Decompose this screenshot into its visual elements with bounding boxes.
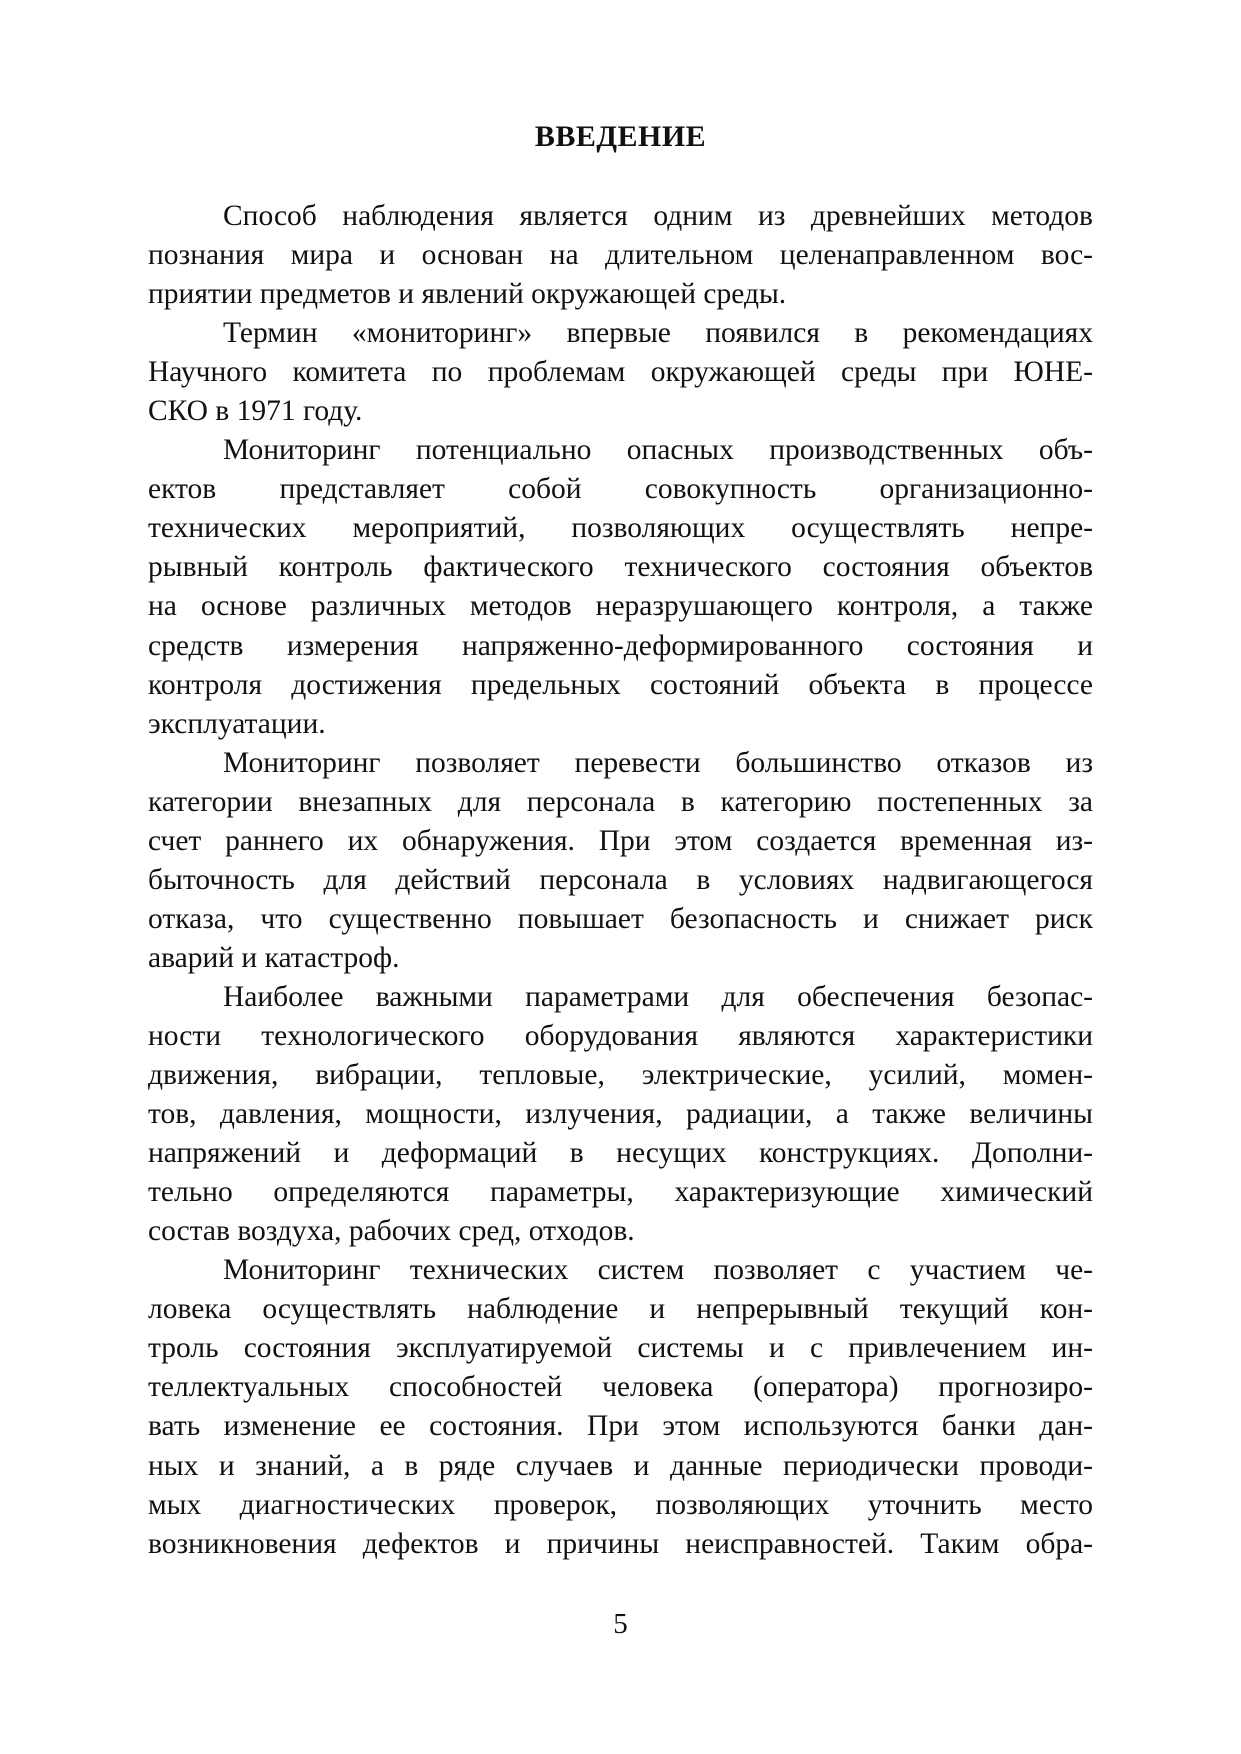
paragraph-4-line-4: быточность для действий персонала в условиях надвигающегося (148, 863, 1093, 896)
page-number: 5 (613, 1608, 628, 1640)
paragraph-4-line-2: категории внезапных для персонала в категорию постепенных за (148, 785, 1093, 818)
paragraph-2-line-1: Термин «мониторинг» впервые появился в рекомендациях (223, 317, 1093, 350)
paragraph-3-line-6: средств измерения напряженно-деформированного состояния и (148, 629, 1093, 662)
paragraph-3-line-1: Мониторинг потенциально опасных производственных объ- (223, 434, 1093, 467)
paragraph-3-line-8: эксплуатации. (148, 707, 326, 740)
paragraph-6-line-2: ловека осуществлять наблюдение и непрерывный текущий кон- (148, 1293, 1093, 1326)
paragraph-4-line-1: Мониторинг позволяет перевести большинство отказов из (223, 746, 1093, 779)
paragraph-6-line-6: ных и знаний, а в ряде случаев и данные периодически проводи- (148, 1449, 1093, 1482)
paragraph-3-line-7: контроля достижения предельных состояний объекта в процессе (148, 668, 1093, 701)
paragraph-1-line-3: приятии предметов и явлений окружающей среды. (148, 278, 787, 311)
paragraph-3-line-4: рывный контроль фактического технического состояния объектов (148, 551, 1093, 584)
paragraph-5-line-7: состав воздуха, рабочих сред, отходов. (148, 1215, 635, 1248)
paragraph-5-line-2: ности технологического оборудования являются характеристики (148, 1019, 1093, 1052)
paragraph-3-line-5: на основе различных методов неразрушающего контроля, а также (148, 590, 1093, 623)
paragraph-5-line-6: тельно определяются параметры, характеризующие химический (148, 1176, 1093, 1209)
body-text (148, 197, 1093, 1564)
page-title: ВВЕДЕНИЕ (534, 120, 707, 153)
paragraph-5-line-1: Наиболее важными параметрами для обеспечения безопас- (223, 980, 1093, 1013)
paragraph-6-line-8: возникновения дефектов и причины неисправностей. Таким обра- (148, 1527, 1093, 1560)
paragraph-4-line-6: аварий и катастроф. (148, 941, 400, 974)
paragraph-4-line-3: счет раннего их обнаружения. При этом создается временная из- (148, 824, 1093, 857)
paragraph-3-line-2: ектов представляет собой совокупность организационно- (148, 473, 1093, 506)
paragraph-6-line-7: мых диагностических проверок, позволяющих уточнить место (148, 1488, 1093, 1521)
paragraph-2-line-3: СКО в 1971 году. (148, 395, 363, 428)
paragraph-6-line-5: вать изменение ее состояния. При этом используются банки дан- (148, 1410, 1093, 1443)
paragraph-3-line-3: технических мероприятий, позволяющих осуществлять непре- (148, 512, 1093, 545)
paragraph-6-line-3: троль состояния эксплуатируемой системы и с привлечением ин- (148, 1332, 1093, 1365)
paragraph-1-line-1: Способ наблюдения является одним из древнейших методов (223, 200, 1093, 232)
paragraph-4-line-5: отказа, что существенно повышает безопасность и снижает риск (148, 902, 1093, 935)
paragraph-2-line-2: Научного комитета по проблемам окружающей среды при ЮНЕ- (148, 356, 1093, 389)
paragraph-5-line-5: напряжений и деформаций в несущих конструкциях. Дополни- (148, 1137, 1093, 1170)
paragraph-1-line-2: познания мира и основан на длительном целенаправленном вос- (148, 239, 1093, 272)
paragraph-6-line-1: Мониторинг технических систем позволяет с участием че- (223, 1254, 1093, 1287)
paragraph-5-line-3: движения, вибрации, тепловые, электрические, усилий, момен- (148, 1059, 1093, 1092)
paragraph-5-line-4: тов, давления, мощности, излучения, радиации, а также величины (148, 1098, 1093, 1131)
paragraph-6-line-4: теллектуальных способностей человека (оператора) прогнозиро- (148, 1371, 1093, 1404)
